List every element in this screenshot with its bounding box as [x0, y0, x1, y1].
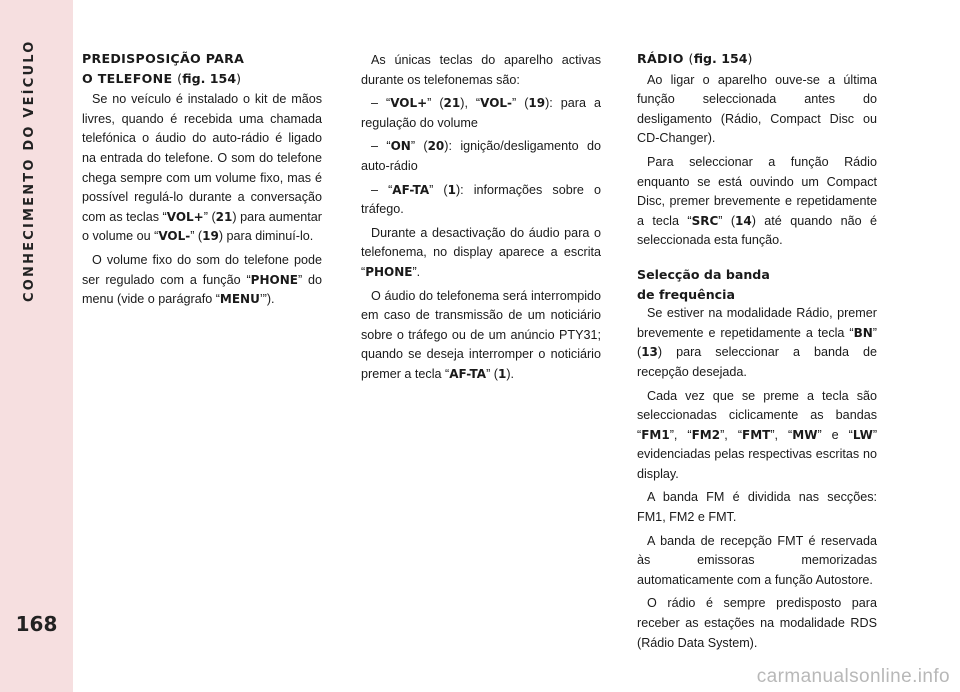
text: ”, “ — [720, 427, 743, 442]
key-label: AF-TA — [392, 182, 430, 197]
section-title: CONHECIMENTO DO VEÍCULO — [22, 40, 37, 303]
paragraph — [637, 153, 877, 251]
text: ), “ — [460, 96, 481, 111]
text: ” ( — [427, 96, 444, 111]
key-label: VOL+ — [390, 96, 428, 111]
key-label: VOL+ — [166, 209, 204, 224]
heading-line: O TELEFONE — [82, 70, 173, 86]
watermark: carmanualsonline.info — [756, 666, 950, 687]
subheading-band — [637, 265, 877, 304]
band-label: FM1 — [641, 427, 670, 442]
text: ”, “ — [669, 427, 692, 442]
text: ” ( — [190, 229, 203, 244]
paragraph — [361, 224, 601, 283]
heading-line: Selecção da banda — [637, 266, 770, 282]
text: ) até quando não é seleccionada esta função. — [637, 213, 877, 248]
page-number: 168 — [15, 612, 58, 636]
text: ). — [506, 366, 515, 381]
key-number: 13 — [641, 345, 658, 360]
text: ): informações sobre o tráfego. — [361, 182, 602, 217]
band-label: FMT — [742, 427, 771, 442]
text: ” ( — [429, 182, 448, 197]
text: O áudio do telefonema será interrompido em caso de transmissão de um noticiário sobre o tráfego ou de um anúncio PTY31; quando se deseja interromper o noticiário premer a tecla “ — [361, 288, 601, 381]
text: ” ( — [486, 366, 498, 381]
key-number: 21 — [443, 96, 461, 111]
fig-ref: (fig. 154) — [177, 70, 242, 86]
band-label: MW — [792, 427, 818, 442]
key-label: VOL- — [480, 96, 513, 111]
heading-line: de frequência — [637, 286, 735, 302]
column-telephone — [82, 49, 322, 314]
key-label: BN — [853, 325, 873, 340]
fig-label: fig. 154 — [182, 70, 237, 86]
list-item — [361, 181, 601, 220]
key-number: 1 — [447, 182, 456, 197]
text: ) para seleccionar a banda de recepção desejada. — [637, 345, 877, 379]
text: ): ignição/desligamento do auto-rádio — [361, 139, 601, 173]
text: ): para a regulação do volume — [361, 96, 601, 130]
column-radio — [637, 49, 877, 657]
text: Durante a desactivação do áudio para o telefonema, no display aparece a escrita “ — [361, 225, 601, 279]
key-label: PHONE — [365, 264, 413, 279]
key-label: AF-TA — [449, 366, 487, 381]
text: ) para aumentar o volume ou “ — [82, 209, 323, 244]
text: Se estiver na modalidade Rádio, premer brevemente e repetidamente a tecla “ — [637, 306, 877, 340]
paragraph: As únicas teclas do aparelho activas durante os telefonemas são: — [361, 53, 601, 87]
band-label: FM2 — [691, 427, 721, 442]
text: ” ( — [203, 209, 216, 224]
paragraph: Ao ligar o aparelho ouve-se a última função seleccionada antes do desligamento (Rádio, Compact Disc ou CD-Changer). — [637, 72, 877, 146]
text: ”. — [412, 264, 421, 279]
key-number: 14 — [735, 213, 752, 228]
key-label: VOL- — [158, 229, 191, 244]
text: O volume fixo do som do telefone pode ser regulado com a função “ — [82, 252, 322, 287]
paragraph: A banda de recepção FMT é reservada às emissoras memorizadas automaticamente com a função Autostore. — [637, 533, 877, 587]
text: Cada vez que se preme a tecla são seleccionadas ciclicamente as bandas “ — [637, 388, 877, 442]
text: ” e “ — [817, 427, 853, 442]
heading-line: RÁDIO — [637, 51, 684, 66]
text: Se no veículo é instalado o kit de mãos livres, quando é recebida uma chamada telefónica o áudio do auto-rádio é ligado na entrada do telefone. O som do telefone chega sempre com um volume fixo, mas é possível regulá-lo durante a conversação com as teclas “ — [82, 92, 322, 224]
paragraph — [82, 251, 322, 310]
list-item — [361, 137, 601, 176]
paragraph — [82, 90, 322, 247]
heading-telephone — [82, 49, 322, 88]
text: ” ( — [718, 213, 736, 228]
key-label: MENU — [219, 292, 260, 307]
key-label: ON — [390, 139, 411, 154]
text: – “ — [371, 182, 393, 197]
key-label: PHONE — [250, 272, 298, 287]
paragraph — [637, 304, 877, 382]
text: – “ — [371, 139, 391, 154]
text: ” ( — [637, 325, 877, 360]
sidebar — [0, 0, 73, 692]
band-label: LW — [852, 427, 873, 442]
key-number: 19 — [528, 96, 546, 111]
column-active-keys — [361, 51, 601, 389]
fig-label: fig. 154 — [693, 51, 748, 66]
paragraph: A banda FM é dividida nas secções: FM1, FM2 e FMT. — [637, 490, 877, 525]
text: ) para diminuí-lo. — [218, 229, 314, 244]
heading-radio — [637, 49, 877, 69]
text: – “ — [371, 96, 391, 111]
heading-line: PREDISPOSIÇÃO PARA — [82, 51, 245, 66]
list-item — [361, 94, 601, 133]
key-number: 21 — [215, 209, 233, 224]
text: ” ( — [410, 139, 428, 154]
key-label: SRC — [691, 213, 719, 228]
text: ’”). — [259, 292, 275, 307]
text: Para seleccionar a função Rádio enquanto se está ouvindo um Compact Disc, premer brevemente e repetidamente a tecla “ — [637, 154, 877, 228]
text: ” do menu (vide o parágrafo “ — [82, 272, 323, 307]
fig-ref: (fig. 154) — [688, 51, 753, 66]
text: ” ( — [512, 96, 529, 111]
paragraph — [637, 387, 877, 485]
text: ” evidenciadas pelas respectivas escritas no display. — [637, 427, 878, 481]
key-number: 19 — [202, 229, 219, 244]
text: ”, “ — [770, 427, 793, 442]
key-number: 20 — [427, 139, 445, 154]
paragraph — [361, 287, 601, 385]
paragraph: O rádio é sempre predisposto para receber as estações na modalidade RDS (Rádio Data System). — [637, 596, 877, 650]
key-number: 1 — [497, 366, 507, 381]
